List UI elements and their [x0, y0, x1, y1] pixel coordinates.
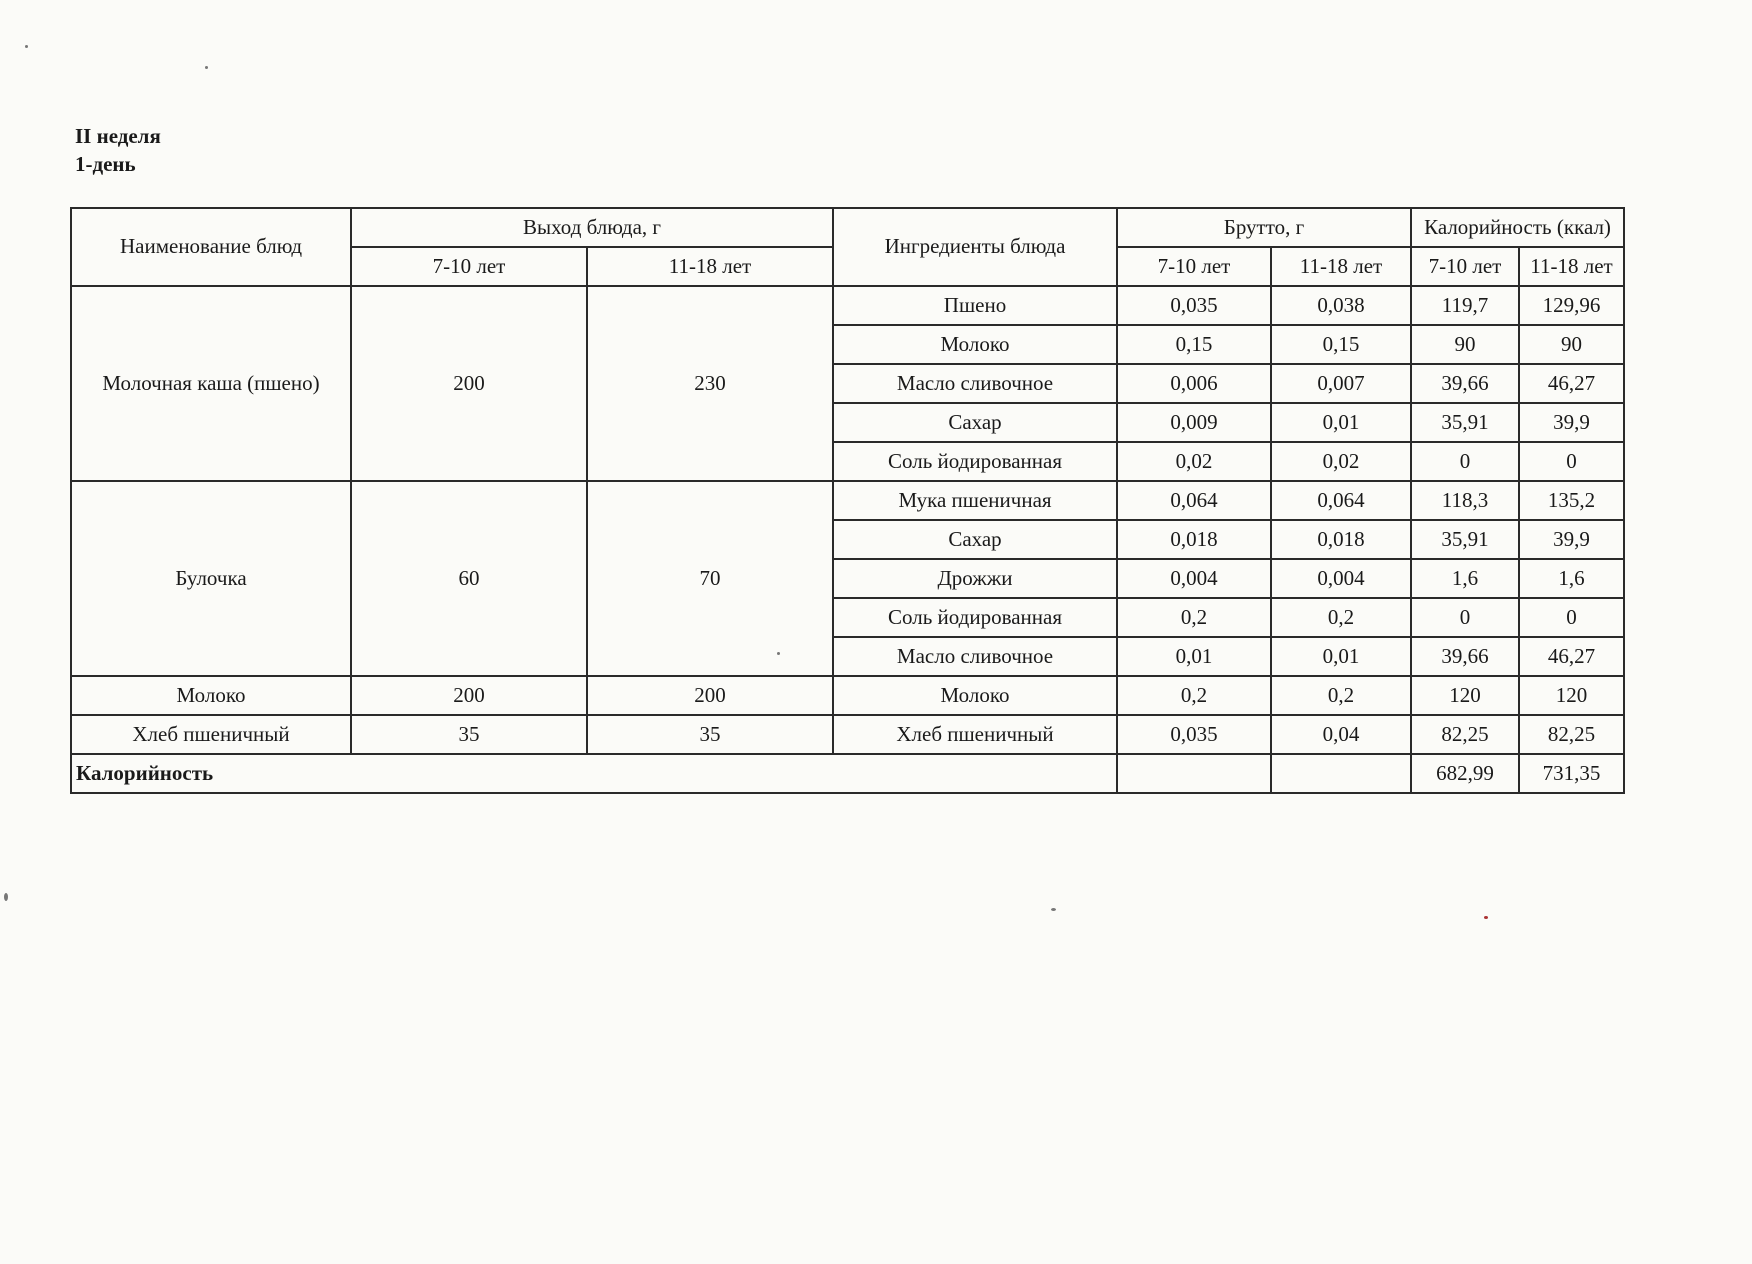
gross-young: 0,006: [1117, 364, 1271, 403]
table-row: [71, 286, 1624, 325]
header-yield: Выход блюда, г: [351, 208, 833, 247]
ingredient-name: Молоко: [833, 676, 1117, 715]
dish-name: Хлеб пшеничный: [71, 715, 351, 754]
gross-young: 0,2: [1117, 676, 1271, 715]
gross-young: 0,2: [1117, 598, 1271, 637]
ingredient-name: Мука пшеничная: [833, 481, 1117, 520]
scan-speck: [4, 893, 8, 901]
kcal-old: 82,25: [1519, 715, 1624, 754]
dish-name: Молоко: [71, 676, 351, 715]
scan-speck: [205, 66, 208, 69]
gross-young: 0,018: [1117, 520, 1271, 559]
kcal-young: 119,7: [1411, 286, 1519, 325]
gross-old: 0,2: [1271, 676, 1411, 715]
total-gross-old: [1271, 754, 1411, 793]
gross-old: 0,02: [1271, 442, 1411, 481]
dish-yield-old: 230: [587, 286, 833, 481]
gross-old: 0,018: [1271, 520, 1411, 559]
gross-old: 0,2: [1271, 598, 1411, 637]
table-row: [71, 676, 1624, 715]
total-gross-young: [1117, 754, 1271, 793]
gross-old: 0,01: [1271, 637, 1411, 676]
kcal-young: 35,91: [1411, 520, 1519, 559]
ingredient-name: Дрожжи: [833, 559, 1117, 598]
kcal-young: 120: [1411, 676, 1519, 715]
total-row: [71, 754, 1624, 793]
header-gross-young: 7-10 лет: [1117, 247, 1271, 286]
kcal-old: 129,96: [1519, 286, 1624, 325]
gross-young: 0,01: [1117, 637, 1271, 676]
ingredient-name: Соль йодированная: [833, 442, 1117, 481]
ingredient-name: Хлеб пшеничный: [833, 715, 1117, 754]
header-dish-name: Наименование блюд: [71, 208, 351, 286]
dish-name: Булочка: [71, 481, 351, 676]
dish-yield-young: 60: [351, 481, 587, 676]
kcal-young: 0: [1411, 442, 1519, 481]
kcal-old: 90: [1519, 325, 1624, 364]
gross-young: 0,009: [1117, 403, 1271, 442]
kcal-young: 0: [1411, 598, 1519, 637]
gross-old: 0,04: [1271, 715, 1411, 754]
menu-table: [70, 207, 1625, 794]
kcal-old: 39,9: [1519, 403, 1624, 442]
header-kcal-young: 7-10 лет: [1411, 247, 1519, 286]
header-gross: Брутто, г: [1117, 208, 1411, 247]
dish-name: Молочная каша (пшено): [71, 286, 351, 481]
dish-yield-old: 35: [587, 715, 833, 754]
scan-speck: [25, 45, 28, 48]
ingredient-name: Масло сливочное: [833, 364, 1117, 403]
total-kcal-young: 682,99: [1411, 754, 1519, 793]
kcal-young: 35,91: [1411, 403, 1519, 442]
dish-yield-young: 200: [351, 286, 587, 481]
kcal-young: 1,6: [1411, 559, 1519, 598]
week-title: II неделя: [75, 124, 161, 148]
day-title: 1-день: [75, 152, 136, 176]
table-row: [71, 715, 1624, 754]
kcal-old: 135,2: [1519, 481, 1624, 520]
header-yield-young: 7-10 лет: [351, 247, 587, 286]
kcal-old: 39,9: [1519, 520, 1624, 559]
dish-yield-young: 200: [351, 676, 587, 715]
kcal-young: 39,66: [1411, 637, 1519, 676]
gross-young: 0,064: [1117, 481, 1271, 520]
kcal-old: 46,27: [1519, 637, 1624, 676]
dish-yield-old: 70: [587, 481, 833, 676]
ingredient-name: Соль йодированная: [833, 598, 1117, 637]
gross-old: 0,007: [1271, 364, 1411, 403]
header-kcal-old: 11-18 лет: [1519, 247, 1624, 286]
header-gross-old: 11-18 лет: [1271, 247, 1411, 286]
gross-old: 0,038: [1271, 286, 1411, 325]
gross-old: 0,064: [1271, 481, 1411, 520]
scan-speck: [777, 652, 780, 655]
gross-young: 0,15: [1117, 325, 1271, 364]
header-ingredients: Ингредиенты блюда: [833, 208, 1117, 286]
ingredient-name: Сахар: [833, 520, 1117, 559]
dish-yield-old: 200: [587, 676, 833, 715]
gross-old: 0,004: [1271, 559, 1411, 598]
kcal-young: 90: [1411, 325, 1519, 364]
kcal-young: 39,66: [1411, 364, 1519, 403]
header-calories: Калорийность (ккал): [1411, 208, 1624, 247]
kcal-young: 118,3: [1411, 481, 1519, 520]
kcal-old: 0: [1519, 442, 1624, 481]
header-row: [71, 208, 1624, 247]
ingredient-name: Масло сливочное: [833, 637, 1117, 676]
ingredient-name: Сахар: [833, 403, 1117, 442]
gross-old: 0,15: [1271, 325, 1411, 364]
kcal-old: 46,27: [1519, 364, 1624, 403]
kcal-old: 1,6: [1519, 559, 1624, 598]
gross-young: 0,004: [1117, 559, 1271, 598]
kcal-old: 120: [1519, 676, 1624, 715]
kcal-old: 0: [1519, 598, 1624, 637]
table-row: [71, 481, 1624, 520]
scan-speck: [1484, 916, 1488, 919]
dish-yield-young: 35: [351, 715, 587, 754]
header-yield-old: 11-18 лет: [587, 247, 833, 286]
ingredient-name: Молоко: [833, 325, 1117, 364]
gross-young: 0,035: [1117, 286, 1271, 325]
kcal-young: 82,25: [1411, 715, 1519, 754]
gross-young: 0,035: [1117, 715, 1271, 754]
total-label: Калорийность: [71, 754, 1117, 793]
scan-speck: [1051, 908, 1056, 911]
gross-young: 0,02: [1117, 442, 1271, 481]
ingredient-name: Пшено: [833, 286, 1117, 325]
total-kcal-old: 731,35: [1519, 754, 1624, 793]
gross-old: 0,01: [1271, 403, 1411, 442]
